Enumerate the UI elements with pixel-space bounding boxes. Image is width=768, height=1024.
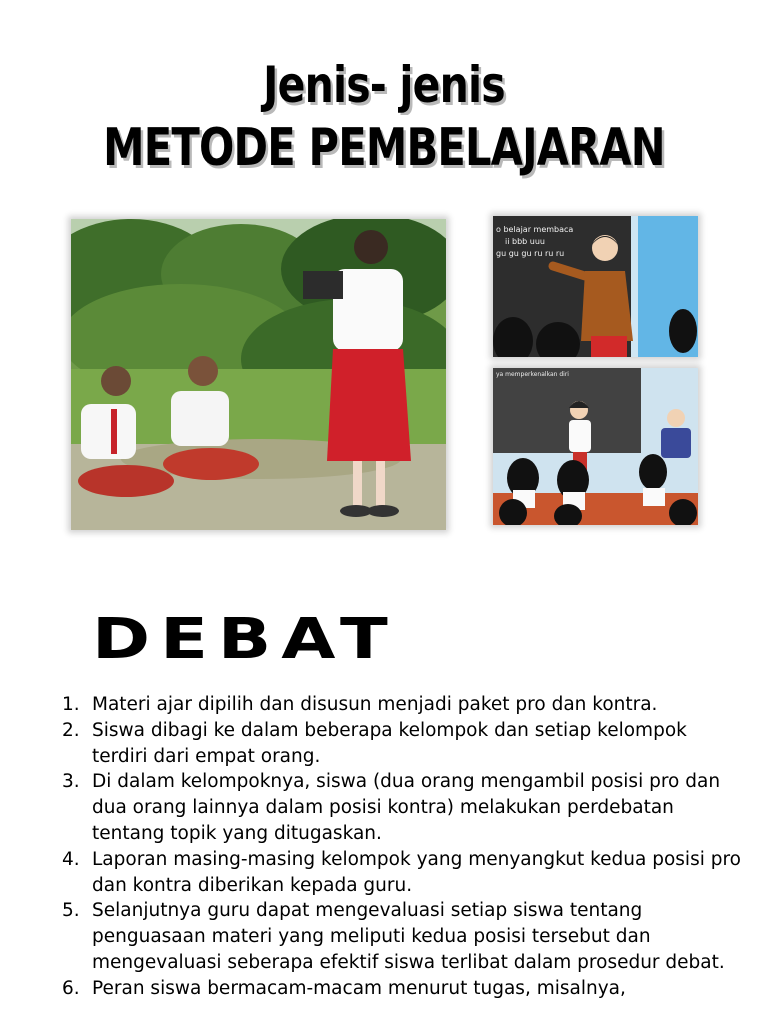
- item-text: Selanjutnya guru dapat mengevaluasi setiap siswa tentang penguasaan materi yang meliputi kedua posisi tersebut dan mengevaluasi seberapa efektif siswa terlibat dalam prosedur debat.: [92, 900, 725, 973]
- item-text: Siswa dibagi ke dalam beberapa kelompok dan setiap kelompok terdiri dari empat orang.: [92, 719, 687, 767]
- list-item: [62, 847, 742, 899]
- teacher-illustration-top: [493, 216, 698, 357]
- item-text: Di dalam kelompoknya, siswa (dua orang mengambil posisi pro dan dua orang lainnya dalam posisi kontra) melakukan perdebatan tentang topik yang ditugaskan.: [92, 771, 721, 844]
- debate-steps-list: [62, 692, 742, 1002]
- item-number: 4.: [62, 848, 80, 870]
- classroom-illustration-bottom: [493, 368, 698, 525]
- board-text-2: ii bbb uuu: [505, 237, 545, 246]
- item-number: 2.: [62, 719, 80, 741]
- section-heading: DEBAT: [92, 607, 398, 672]
- title-line-2: METODE PEMBELAJARAN: [103, 118, 665, 178]
- board-text-3: gu gu gu ru ru ru: [496, 249, 565, 258]
- list-item: [62, 976, 742, 1002]
- item-number: 6.: [62, 977, 80, 999]
- board-caption: ya memperkenalkan diri: [496, 371, 569, 378]
- title-line-1: Jenis- jenis: [263, 56, 505, 114]
- list-item: [62, 898, 742, 975]
- main-photo: [71, 219, 446, 530]
- item-number: 3.: [62, 771, 80, 793]
- list-item: [62, 692, 742, 718]
- list-item: [62, 769, 742, 846]
- item-number: 1.: [62, 694, 80, 715]
- item-number: 5.: [62, 900, 80, 922]
- board-text-1: o belajar membaca: [496, 225, 574, 234]
- item-text: Peran siswa bermacam-macam menurut tugas, misalnya,: [92, 977, 626, 999]
- item-text: Laporan masing-masing kelompok yang menyangkut kedua posisi pro dan kontra diberikan kepada guru.: [92, 848, 741, 896]
- item-text: Materi ajar dipilih dan disusun menjadi paket pro dan kontra.: [92, 694, 658, 715]
- list-item: [62, 718, 742, 770]
